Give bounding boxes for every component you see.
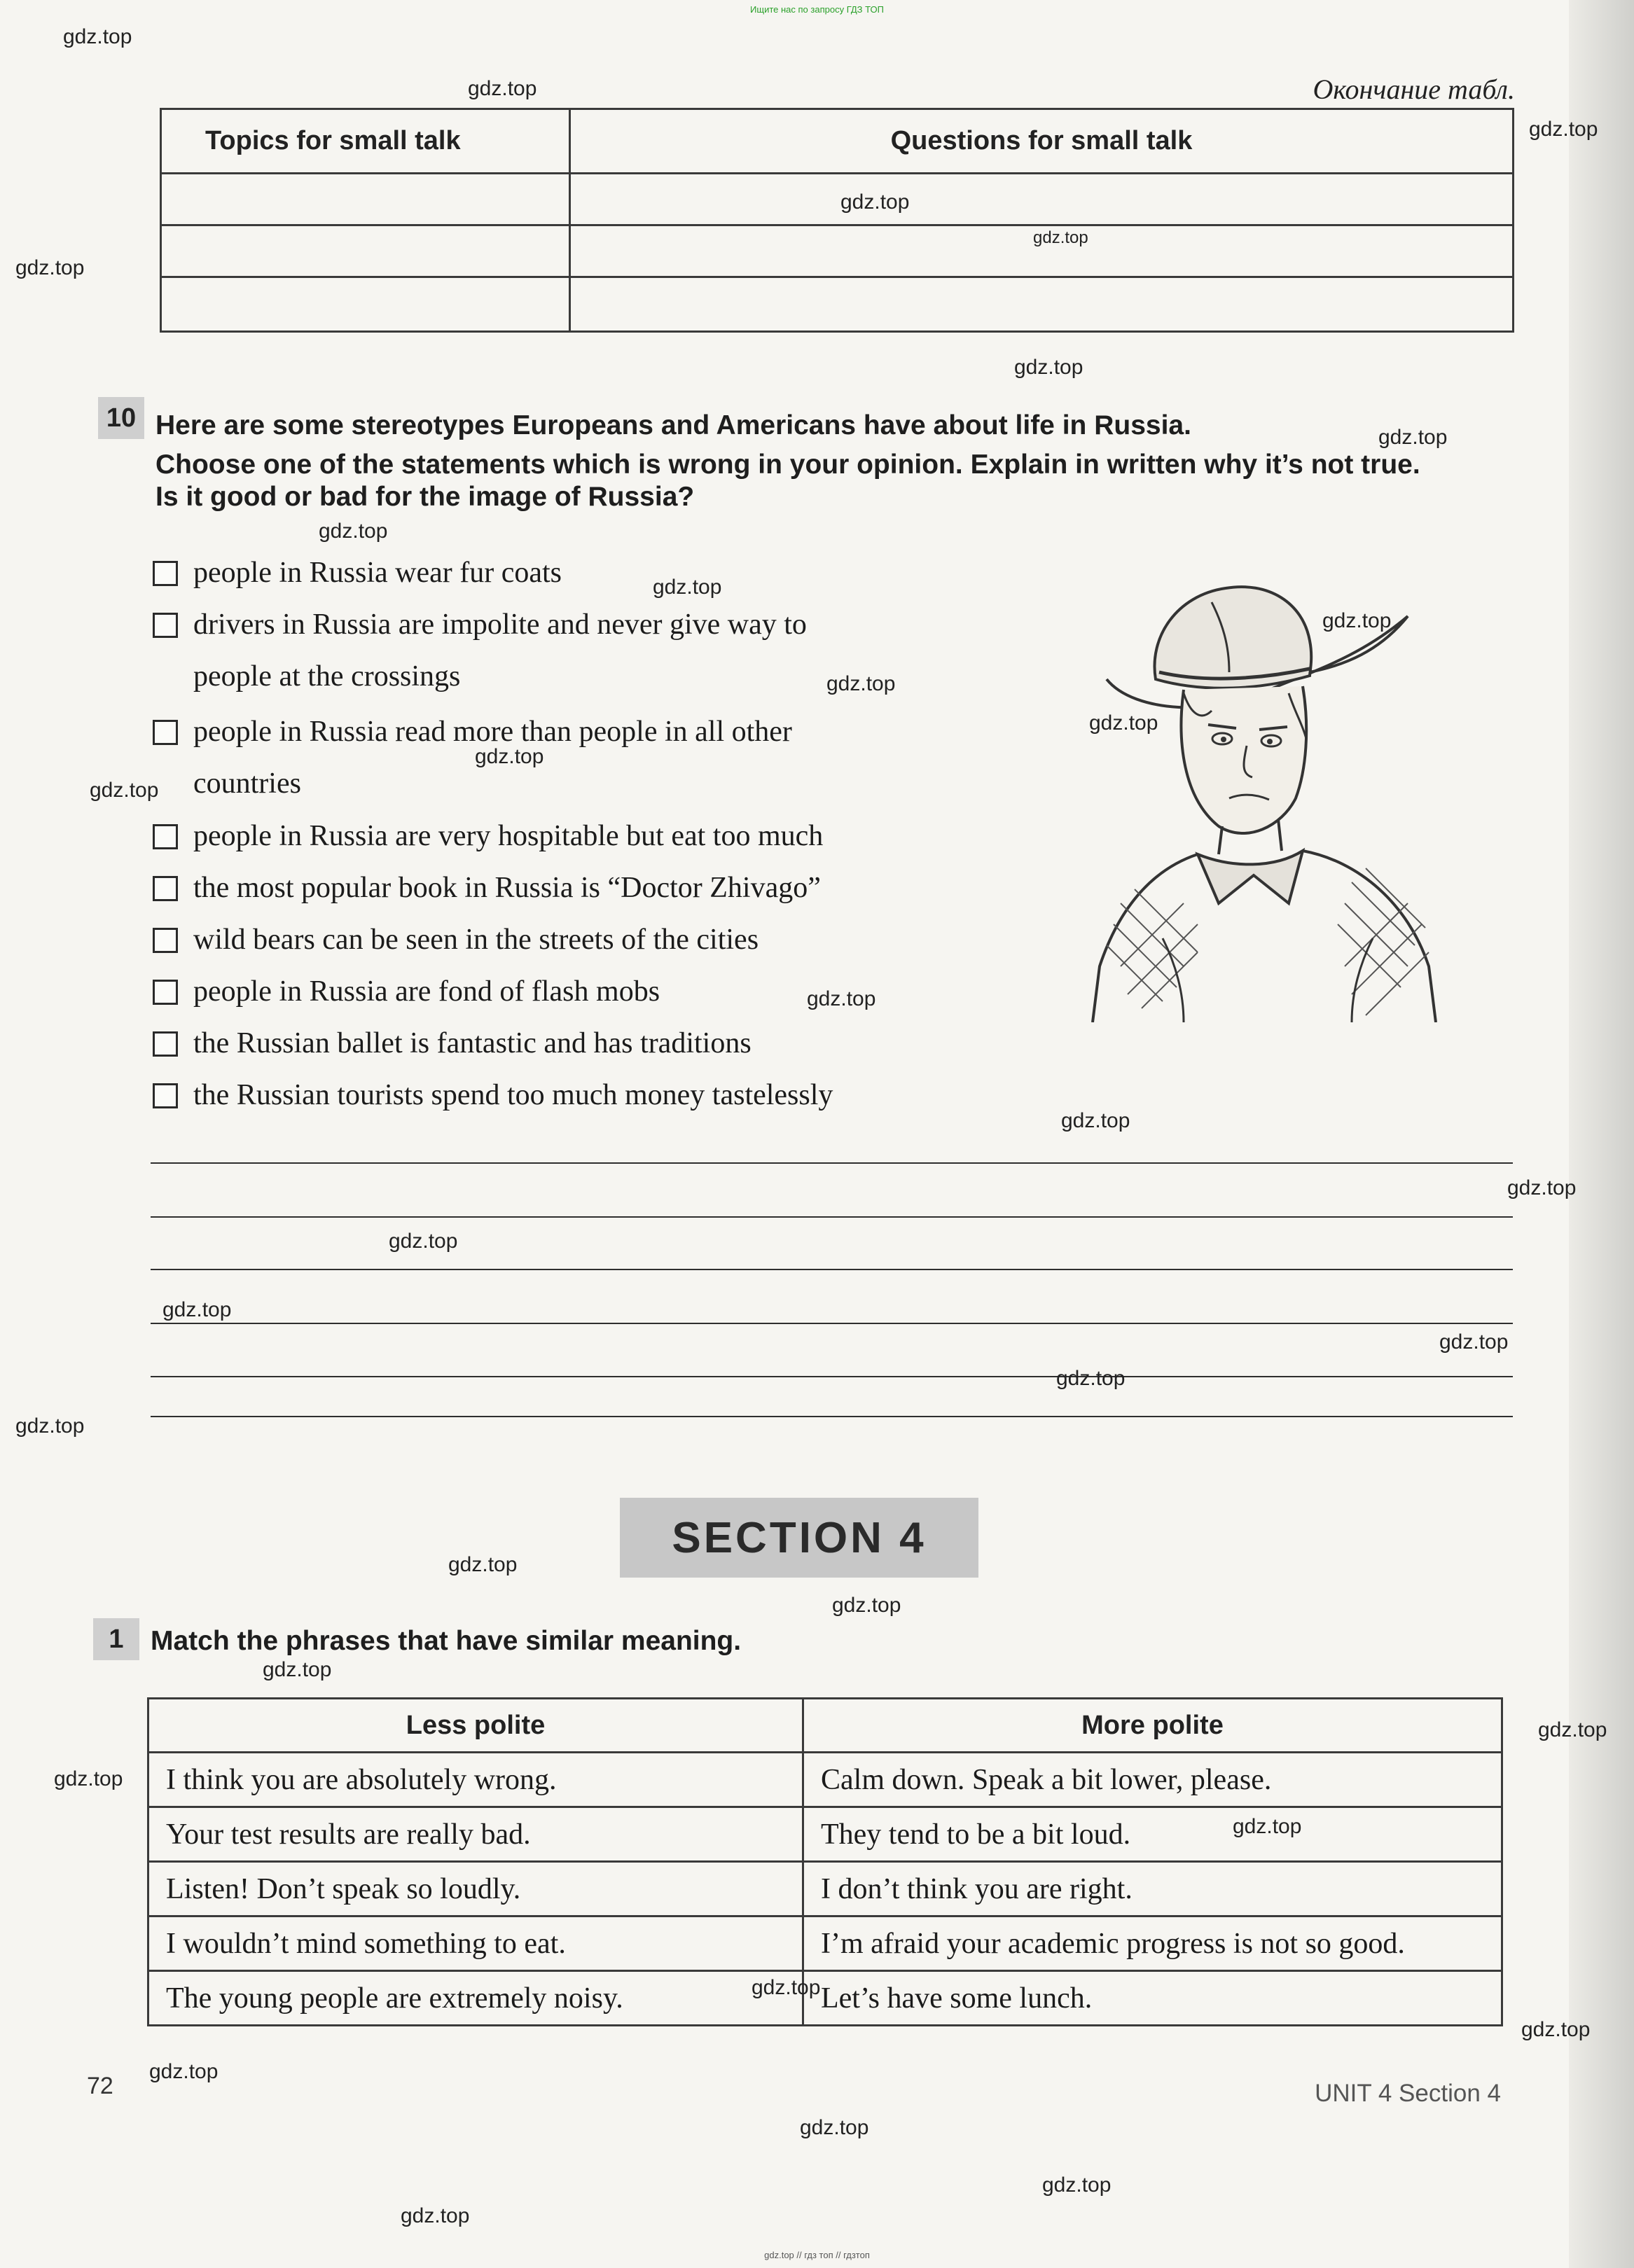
watermark: gdz.top	[807, 987, 876, 1010]
watermark: gdz.top	[15, 1414, 85, 1438]
watermark: gdz.top	[319, 520, 388, 543]
less-polite-phrase: I think you are absolutely wrong.	[148, 1753, 803, 1807]
statement-item	[153, 862, 821, 914]
statement-text-continued: countries	[193, 767, 301, 800]
exercise-instruction-line: Here are some stereotypes Europeans and Americans have about life in Russia.	[155, 410, 1191, 440]
top-note: Ищите нас по запросу ГДЗ ТОП	[750, 4, 884, 15]
writing-line[interactable]	[151, 1416, 1513, 1417]
statement-checkbox[interactable]	[153, 613, 178, 638]
watermark: gdz.top	[1439, 1330, 1509, 1354]
statement-item	[153, 966, 660, 1017]
watermark: gdz.top	[752, 1976, 821, 1999]
watermark: gdz.top	[389, 1230, 458, 1253]
page-number: 72	[87, 2073, 113, 2099]
table-row	[148, 1862, 1502, 1916]
less-polite-phrase: Listen! Don’t speak so loudly.	[148, 1862, 803, 1916]
writing-line[interactable]	[151, 1216, 1513, 1218]
table-row	[148, 1753, 1502, 1807]
writing-line[interactable]	[151, 1162, 1513, 1164]
watermark: gdz.top	[1529, 118, 1598, 141]
less-polite-phrase: I wouldn’t mind something to eat.	[148, 1916, 803, 1971]
column-header-more-polite: More polite	[803, 1699, 1502, 1753]
watermark: gdz.top	[653, 576, 722, 599]
exercise-instruction-line: Choose one of the statements which is wrong in your opinion. Explain in written why it’s not true.	[155, 450, 1420, 480]
statement-text: the most popular book in Russia is “Doctor Zhivago”	[193, 872, 821, 904]
statement-item	[153, 547, 562, 599]
statement-item	[153, 599, 807, 702]
more-polite-phrase: Calm down. Speak a bit lower, please.	[803, 1753, 1502, 1807]
phrase-matching-table	[147, 1697, 1503, 2026]
less-polite-phrase: Your test results are really bad.	[148, 1807, 803, 1862]
watermark: gdz.top	[1378, 426, 1448, 449]
statement-text: the Russian tourists spend too much money tastelessly	[193, 1079, 833, 1111]
statement-text-continued: people at the crossings	[193, 660, 461, 693]
statement-text: wild bears can be seen in the streets of the cities	[193, 924, 759, 956]
statement-checkbox[interactable]	[153, 1031, 178, 1057]
watermark: gdz.top	[90, 779, 159, 802]
watermark: gdz.top	[54, 1767, 123, 1790]
watermark: gdz.top	[1033, 228, 1088, 247]
watermark: gdz.top	[826, 672, 896, 695]
statement-item	[153, 1017, 752, 1069]
statement-checkbox[interactable]	[153, 928, 178, 953]
statement-text: drivers in Russia are impolite and never give way to	[193, 608, 807, 641]
watermark: gdz.top	[1056, 1367, 1126, 1390]
more-polite-phrase: I don’t think you are right.	[803, 1862, 1502, 1916]
watermark: gdz.top	[263, 1658, 332, 1681]
table-cell[interactable]	[161, 277, 570, 332]
watermark: gdz.top	[63, 25, 132, 48]
exercise-instruction-line: Is it good or bad for the image of Russia?	[155, 482, 695, 512]
statement-checkbox[interactable]	[153, 720, 178, 745]
watermark: gdz.top	[475, 745, 544, 768]
table-caption: Окончание табл.	[1313, 74, 1515, 105]
bottom-note: gdz.top // гдз топ // гдзтоп	[764, 2250, 870, 2260]
watermark: gdz.top	[832, 1594, 901, 1617]
table-header-questions: Questions for small talk	[570, 109, 1514, 174]
watermark: gdz.top	[162, 1298, 232, 1321]
statement-checkbox[interactable]	[153, 561, 178, 586]
statement-checkbox[interactable]	[153, 1083, 178, 1108]
statement-checkbox[interactable]	[153, 876, 178, 901]
more-polite-phrase: They tend to be a bit loud.	[803, 1807, 1502, 1862]
watermark: gdz.top	[149, 2060, 219, 2083]
table-cell[interactable]	[570, 277, 1514, 332]
statement-checkbox[interactable]	[153, 824, 178, 849]
watermark: gdz.top	[1507, 1176, 1577, 1199]
page-edge-shadow	[1569, 0, 1634, 2268]
statement-text: people in Russia wear fur coats	[193, 557, 562, 589]
unit-label: UNIT 4 Section 4	[1315, 2080, 1501, 2107]
statement-item	[153, 1069, 833, 1121]
watermark: gdz.top	[1538, 1718, 1607, 1741]
more-polite-phrase: I’m afraid your academic progress is not so good.	[803, 1916, 1502, 1971]
watermark: gdz.top	[1042, 2173, 1112, 2197]
watermark: gdz.top	[840, 190, 910, 214]
writing-line[interactable]	[151, 1376, 1513, 1377]
section-title: SECTION 4	[620, 1498, 978, 1578]
statement-text: the Russian ballet is fantastic and has traditions	[193, 1027, 752, 1059]
watermark: gdz.top	[1089, 711, 1158, 735]
writing-line[interactable]	[151, 1323, 1513, 1324]
statement-item	[153, 706, 792, 809]
watermark: gdz.top	[448, 1553, 518, 1576]
table-cell[interactable]	[161, 225, 570, 277]
watermark: gdz.top	[1014, 356, 1083, 379]
table-row	[148, 1971, 1502, 2026]
cowboy-illustration	[1079, 574, 1457, 1022]
watermark: gdz.top	[1061, 1109, 1130, 1132]
watermark: gdz.top	[800, 2116, 869, 2139]
watermark: gdz.top	[468, 77, 537, 100]
exercise-number: 10	[98, 397, 144, 439]
watermark: gdz.top	[1322, 609, 1392, 632]
watermark: gdz.top	[15, 256, 85, 279]
exercise-number: 1	[93, 1618, 139, 1660]
table-cell[interactable]	[570, 174, 1514, 225]
column-header-less-polite: Less polite	[148, 1699, 803, 1753]
statement-text: people in Russia are very hospitable but eat too much	[193, 820, 824, 852]
exercise-instruction: Match the phrases that have similar meaning.	[151, 1626, 742, 1656]
table-row	[148, 1916, 1502, 1971]
writing-line[interactable]	[151, 1269, 1513, 1270]
statement-item	[153, 810, 823, 862]
watermark: gdz.top	[401, 2204, 470, 2227]
watermark: gdz.top	[1233, 1815, 1302, 1838]
statement-text: people in Russia read more than people in all other	[193, 716, 792, 748]
statement-checkbox[interactable]	[153, 980, 178, 1005]
statement-text: people in Russia are fond of flash mobs	[193, 975, 660, 1008]
table-header-topics: Topics for small talk	[161, 109, 570, 174]
small-talk-table	[160, 108, 1514, 333]
statement-item	[153, 914, 759, 966]
more-polite-phrase: Let’s have some lunch.	[803, 1971, 1502, 2026]
watermark: gdz.top	[1521, 2018, 1591, 2041]
table-cell[interactable]	[161, 174, 570, 225]
less-polite-phrase: The young people are extremely noisy.	[148, 1971, 803, 2026]
